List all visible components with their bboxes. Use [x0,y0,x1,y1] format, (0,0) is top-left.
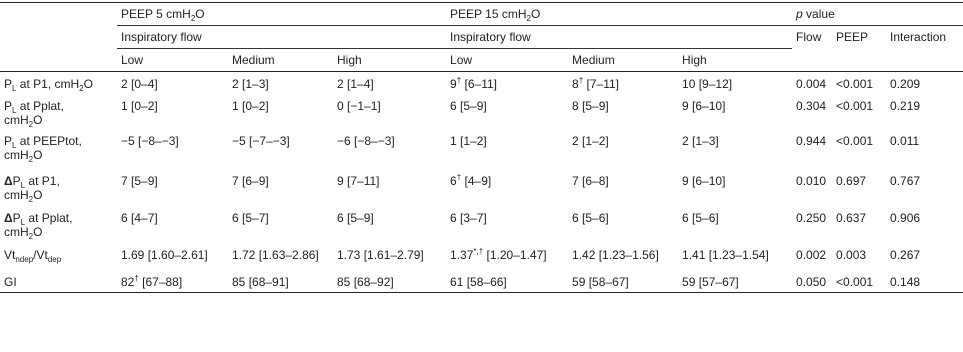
table-body [0,72,963,293]
row-label: $\Delta P_L$ at Pplat, cmH$_2$O [4,210,73,241]
pvalue-flow: 0.002 [796,247,827,262]
header-empty-cell [0,26,117,49]
level-medium: Medium [568,49,678,72]
header-empty-cell [886,49,963,72]
pvalue-peep: <0.001 [832,270,886,293]
value-cell: 8† [7–11] [572,76,619,91]
pvalue-flow: 0.250 [796,210,827,225]
value-cell: 10 [9–12] [682,77,733,91]
pvalue-flow: 0.050 [792,270,832,293]
value-cell: 9† [6–11] [450,76,497,91]
pvalue-flow: 0.944 [796,133,827,148]
pvalue-interaction: 0.267 [890,247,921,262]
value-cell: 2 [1–3] [232,77,269,91]
value-cell: 2 [1–4] [337,77,374,91]
value-cell: 7 [6–9] [232,173,269,188]
value-cell: 59 [58–67] [568,270,678,293]
peep15-header: PEEP 15 cmH$_2$O [446,3,792,26]
peep5-header: PEEP 5 cmH$_2$O [117,3,446,26]
pvalue-interaction-header: Interaction [890,30,947,45]
value-cell: 1.41 [1.23–1.54] [682,247,769,262]
pvalue-interaction: 0.767 [890,173,921,188]
significance-mark: † [456,76,462,85]
header-empty-cell [0,49,117,72]
value-cell: 1 [0–2] [232,98,269,113]
row-label: $\Delta P_L$ at P1, cmH$_2$O [4,173,60,204]
significance-mark: † [578,76,584,85]
table-row [0,243,963,270]
pvalue-peep-header: PEEP [836,30,869,45]
header-empty-cell [0,3,117,26]
pvalue-peep: 0.003 [836,247,867,262]
value-cell: 9 [7–11] [337,173,380,188]
table-row [0,72,963,94]
value-cell: 82† [67–88] [117,270,228,293]
value-cell: 6 [5–7] [232,210,269,225]
value-cell: 2 [1–2] [572,133,609,148]
level-high: High [678,49,792,72]
value-cell: 85 [68–91] [228,270,333,293]
pvalue-interaction: 0.011 [890,133,920,148]
pvalue-flow: 0.004 [796,77,827,91]
table-row [0,270,963,293]
value-cell: 8 [5–9] [572,98,609,113]
value-cell: −6 [−8–−3] [337,133,395,148]
value-cell: 2 [1–3] [682,133,719,148]
value-cell: 1.37*,† [1.20–1.47] [450,246,547,262]
value-cell: 6† [4–9] [450,172,492,188]
table-row [0,206,963,243]
value-cell: 1.73 [1.61–2.79] [337,247,424,262]
pvalue-flow: 0.304 [796,98,827,113]
value-cell: 2 [0–4] [121,77,158,91]
header-row-flow [0,26,963,49]
pvalue-interaction: 0.906 [890,210,921,225]
pvalue-interaction: 0.148 [886,270,963,293]
header-row-groups [0,3,963,26]
pvalue-interaction: 0.219 [890,98,921,113]
significance-mark: † [456,172,462,182]
value-cell: 6 [5–6] [682,210,719,225]
pvalue-peep: 0.697 [836,173,867,188]
value-cell: 59 [57–67] [678,270,792,293]
results-table [0,2,963,293]
value-cell: −5 [−7–−3] [232,133,290,148]
level-medium: Medium [228,49,333,72]
header-empty-cell [832,49,886,72]
value-cell: 1.72 [1.63–2.86] [232,247,319,262]
header-empty-cell [792,49,832,72]
significance-mark: † [134,273,139,283]
row-label: $P_L$ at Pplat, cmH$_2$O [4,98,64,129]
value-cell: 6 [5–6] [572,210,609,225]
pvalue-peep: <0.001 [836,133,874,148]
value-cell: 9 [6–10] [682,173,726,188]
value-cell: 6 [5–9] [450,98,487,113]
value-cell: 61 [58–66] [446,270,568,293]
value-cell: 1 [1–2] [450,133,487,148]
row-label: $P_L$ at P1, cmH$_2$O [4,77,93,93]
table-row [0,169,963,206]
value-cell: 85 [68–92] [333,270,446,293]
value-cell: 9 [6–10] [682,98,726,113]
value-cell: 7 [6–8] [572,173,609,188]
pvalue-flow-header: Flow [796,30,822,45]
delta-symbol: Δ [4,210,13,225]
flow-header-peep5: Inspiratory flow [117,26,446,49]
significance-mark: *,† [473,246,484,256]
table-header [0,3,963,72]
pvalue-peep: <0.001 [836,98,874,113]
value-cell: 1 [0–2] [121,98,158,113]
value-cell: 1.42 [1.23–1.56] [572,247,659,262]
row-label: $P_L$ at PEEPtot, cmH$_2$O [4,133,82,164]
pvalue-flow: 0.010 [796,173,827,188]
level-high: High [333,49,446,72]
table-row [0,94,963,129]
value-cell: 6 [4–7] [121,210,158,225]
level-low: Low [446,49,568,72]
flow-header-peep15: Inspiratory flow [446,26,792,49]
header-row-levels [0,49,963,72]
delta-symbol: Δ [4,173,13,188]
pvalue-header: p value [792,3,963,26]
value-cell: −5 [−8–−3] [121,133,179,148]
row-label: $Vt_{ndep}/Vt_{dep}$ [4,247,62,264]
value-cell: 1.69 [1.60–2.61] [121,247,208,262]
pvalue-peep: <0.001 [836,77,874,91]
value-cell: 6 [3–7] [450,210,487,225]
value-cell: 0 [−1–1] [337,98,381,113]
pvalue-interaction: 0.209 [890,77,921,91]
value-cell: 6 [5–9] [337,210,374,225]
value-cell: 7 [5–9] [121,173,158,188]
level-low: Low [117,49,228,72]
row-label: GI [0,270,117,293]
table-row [0,129,963,169]
pvalue-peep: 0.637 [836,210,867,225]
